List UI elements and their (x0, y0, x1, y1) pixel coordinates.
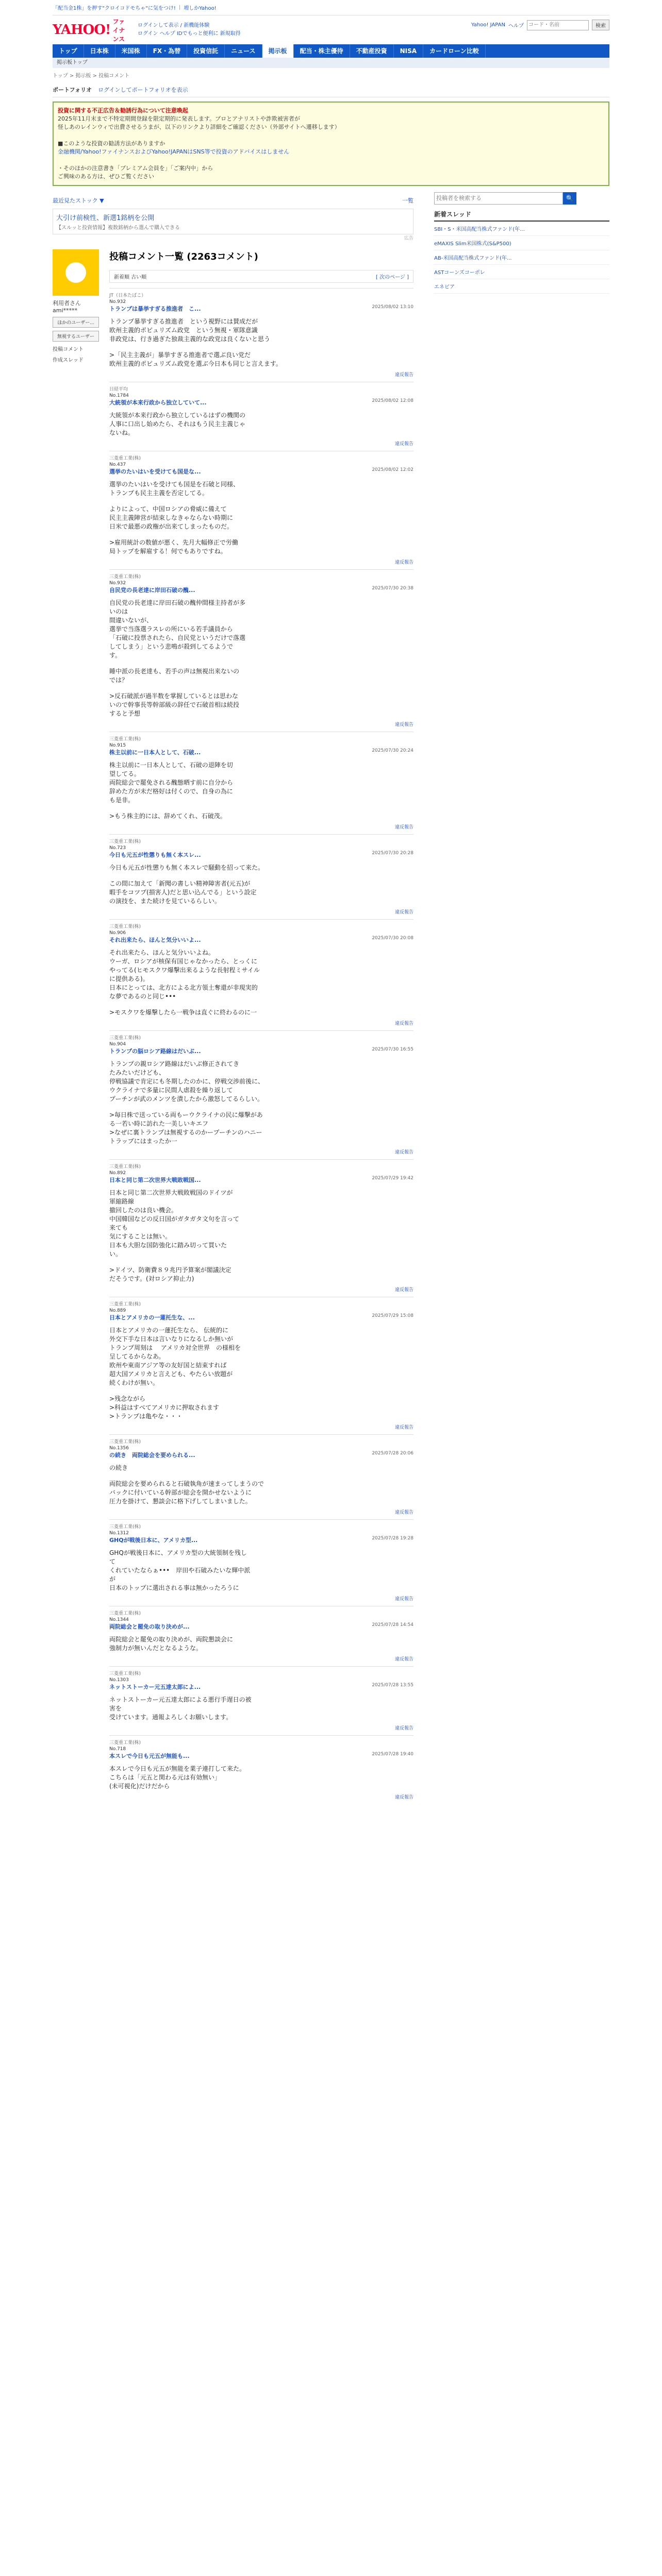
yahoo-finance-logo[interactable]: YAHOO! ファイナンス (53, 18, 125, 43)
comment-items (109, 288, 413, 1804)
main-column (53, 191, 413, 1804)
comment-number: No.889 (109, 1308, 126, 1313)
comment-title[interactable]: 日本と同じ第二次世界大戦敗戦国... (109, 1177, 201, 1183)
comment-number: No.437 (109, 462, 126, 467)
comment-body: トランプの親ロシア路線はだいぶ修正されてき たみたいだけども、 停戦協議で肯定にも冬期したのかに、停戦交渉前後に、 ウクライナで多量に民間人虐殺を繰り返して プーチンが武のメンツを潰したから激怒してるらしい。 >毎日株で送っている両もーウクライナの民に爆撃があ る一若い時に訪れた一美しいキエフ >なぜに裏トランプは無視するのかープーチンのハニー トラップにはまったか一 (109, 1060, 264, 1145)
comment-date: 2025/08/02 12:02 (372, 467, 413, 472)
comment-category[interactable]: 三菱重工業(株) (109, 1302, 141, 1307)
comment-title[interactable]: トランプは暴挙すぎる推進者 こ... (109, 306, 201, 312)
comment-item (109, 1606, 413, 1666)
new-thread-list (434, 222, 609, 294)
breadcrumb[interactable]: トップ > 掲示板 > 投稿コメント (53, 73, 130, 79)
user-id: ami***** (53, 307, 78, 314)
comment-title[interactable]: GHQが戦後日本に、アメリカ型... (109, 1537, 198, 1544)
report-link[interactable]: 違反報告 (394, 1795, 413, 1800)
comment-item (109, 1735, 413, 1804)
page-title: 投稿コメント一覧 (2263コメント) (109, 251, 258, 262)
user-icon (65, 262, 86, 283)
gnav-jp-stock[interactable]: 日本株 (84, 44, 115, 58)
notice-line-1: 2025年11月末まで不特定期間登録を限定期的に発表します。プロとアナリストや詐欺被害者が (58, 115, 300, 122)
gnav-fund[interactable]: 投資信託 (187, 44, 225, 58)
comment-category[interactable]: 三菱重工業(株) (109, 1036, 141, 1041)
new-thread-item[interactable]: SBI・S・米国高配当株式ファンド(年... (434, 222, 609, 236)
header-links (138, 22, 244, 38)
page (53, 0, 609, 1804)
comment-title[interactable]: 株主以前に一日本人として、石破... (109, 749, 201, 756)
portfolio-label: ポートフォリオ (53, 86, 92, 93)
sort-options[interactable]: 新着順 古い順 (114, 275, 147, 280)
comment-date: 2025/07/28 19:40 (372, 1752, 413, 1757)
comment-body: それ出来たら、ほんと気分いいよね。 ウーガ、ロシアが核保有国じゃなかったら、とっくに やってる(ヒモスクワ爆撃出来るような長射程ミサイル に提供ある)。 日本にとっては、北方による北方領土奪還が非現実的 な夢であるのと同じ••• >モスクワを爆撃したら一戦争は直ぐに終わるのに一 (109, 949, 260, 1016)
gnav-news[interactable]: ニュース (225, 44, 262, 58)
gnav-cardloan[interactable]: カードローン比較 (423, 44, 486, 58)
comment-title[interactable]: 日本とアメリカの一蓮托生な、... (109, 1314, 195, 1321)
gnav-board[interactable]: 掲示板 (262, 44, 294, 58)
comment-body: の続き 両院総会を要められると石破執角が速まってしまうので バックに付いている幹部が総会を開かせないように 圧力を掛けて、懇談会に格下げしてしまいました。 (109, 1464, 264, 1505)
comment-title[interactable]: トランプの脳ロシア路線はだいぶ... (109, 1048, 201, 1055)
comment-item (109, 1519, 413, 1606)
comment-number: No.718 (109, 1747, 126, 1752)
comment-item (109, 1434, 413, 1519)
report-link[interactable]: 違反報告 (394, 1150, 413, 1155)
notice-line-3: ■このような投資の勧誘方法がありますか (58, 140, 166, 147)
comment-item (109, 569, 413, 732)
comment-number: No.1356 (109, 1446, 129, 1451)
search-icon[interactable]: 🔍 (563, 192, 576, 205)
comment-date: 2025/07/30 20:38 (372, 586, 413, 591)
comment-number: No.932 (109, 581, 126, 586)
comment-item (109, 1159, 413, 1297)
sort-bar (109, 270, 413, 283)
comment-number: No.1784 (109, 393, 129, 398)
comment-category[interactable]: 三菱重工業(株) (109, 1611, 141, 1616)
avatar (53, 249, 99, 296)
comment-item (109, 919, 413, 1030)
comment-item (109, 732, 413, 834)
header-link-2[interactable]: ログイン ヘルプ IDでもっと便利に 新規取得 (138, 31, 241, 37)
comment-title[interactable]: それ出来たら、ほんと気分いいよ... (109, 937, 201, 943)
comment-body: 本スレで今日も元五が無能を業子連打して来た。 こちらは「元五と関わる元は有効無い」 (未可視化)だけだから (109, 1765, 246, 1790)
header-link-1[interactable]: ログインして表示 / 新機能体験 (138, 23, 210, 28)
comment-category[interactable]: 三菱重工業(株) (109, 574, 141, 580)
comment-title[interactable]: 選挙のたいはいを受けても国是な... (109, 468, 201, 475)
comment-category[interactable]: 三菱重工業(株) (109, 1164, 141, 1170)
user-name: 利用者さん (53, 300, 81, 307)
comment-date: 2025/07/28 13:55 (372, 1683, 413, 1688)
header (53, 15, 609, 44)
notice-line-6: ご興味のある方は、ぜひご覧ください (58, 173, 154, 180)
gnav-fx[interactable]: FX・為替 (147, 44, 187, 58)
comment-date: 2025/07/30 20:08 (372, 936, 413, 941)
gnav-nisa[interactable]: NISA (394, 44, 423, 58)
header-right (471, 20, 609, 30)
comment-category[interactable]: 三菱重工業(株) (109, 456, 141, 461)
comment-category[interactable]: 三菱重工業(株) (109, 1439, 141, 1445)
comment-list (109, 249, 413, 1804)
comment-category[interactable]: 三菱重工業(株) (109, 924, 141, 929)
poster-search-input[interactable] (434, 192, 563, 205)
top-banner-link-a[interactable]: 「配当金1株」を押す"クロイコドモちゃ"に気をつけ! (53, 6, 176, 11)
comment-body: 今日も元五が性懲りも無く本スレで騒動を招って来た。 この間に加えて「新聞の書しい精神障害者(元五)が 暇手をコツプ(損害人)だと思い込んでる」という設定 の演技を、また続けを見ているらしい。 (109, 864, 264, 905)
poster-search (434, 192, 609, 205)
comment-title[interactable]: の続き 両院総会を要められる... (109, 1452, 195, 1459)
new-thread-item[interactable]: エネビア (434, 279, 609, 294)
comment-title[interactable]: 今日も元五が性懲りも無く本スレ... (109, 852, 201, 858)
report-link[interactable]: 違反報告 (394, 1657, 413, 1662)
comment-date: 2025/07/29 15:08 (372, 1313, 413, 1318)
comment-item (109, 1297, 413, 1434)
comment-number: No.1303 (109, 1677, 129, 1683)
report-link[interactable]: 違反報告 (394, 372, 413, 378)
comment-item (109, 1666, 413, 1735)
top-banner-link-b[interactable]: 増しかYahoo! (184, 6, 217, 11)
report-link[interactable]: 違反報告 (394, 1597, 413, 1602)
report-link[interactable]: 違反報告 (394, 1425, 413, 1430)
yahoo-japan-link[interactable]: Yahoo! JAPAN (471, 22, 505, 28)
comment-date: 2025/07/29 19:42 (372, 1176, 413, 1181)
report-link[interactable]: 違反報告 (394, 722, 413, 727)
comment-body: GHQが戦後日本に、アメリカ型の大統領制を残し て くれていたならぁ••• 岸田や石破みたいな輝中派 が 日本のトップに選出される事は無かったろうに (109, 1549, 251, 1591)
report-link[interactable]: 違反報告 (394, 1510, 413, 1515)
report-link[interactable]: 違反報告 (394, 442, 413, 447)
comment-title[interactable]: 自民党の長老達に岸田石破の醜... (109, 587, 195, 594)
comment-number: No.723 (109, 845, 126, 851)
portfolio-login-link[interactable]: ログインしてポートフォリオを表示 (98, 86, 188, 93)
other-user-button[interactable]: ほかのユーザー... (53, 317, 99, 328)
user-section (53, 249, 413, 1804)
subnav[interactable]: 掲示板トップ (53, 58, 609, 68)
comment-body: 日本と同じ第二次世界大戦敗戦国のドイツが 軍縮路線 撤回したのは良い機会。 中国韓国などの反日国がガタガタ文句を言って 来ても 気にすることは無い。 日本も大胆な国防強化に踏み切って買いた い。 >ドイツ、防衛費８９兆円予算案が閣議決定 だそうです。(対ロシア抑止力) (109, 1189, 240, 1282)
comment-item (109, 834, 413, 919)
notice-link[interactable]: 金融機関/Yahoo!ファイナンスおよびYahoo!JAPANはSNS等で投資のアドバイスはしません (58, 148, 290, 155)
comment-category[interactable]: 三菱重工業(株) (109, 737, 141, 742)
comment-body: 自民党の長老達に岸田石破の醜仲間様主持者が多 いのは 間違いないが、 選挙で当落選ラスレの所にいる若手議員から 「石破に投票されたら、自民党というだけで落選 してしまう」という悲鳴が殺到してるようで す。 睡中派の長老達も、若手の声は無視出来ないの では？ >反石破派が過半数を掌握しているとは思わな いので幹事長等幹部級の辞任で石破首相は続投 すると予想 (109, 599, 246, 717)
posted-comments-link[interactable]: 投稿コメント (53, 347, 84, 352)
report-link[interactable]: 違反報告 (394, 910, 413, 915)
comment-category[interactable]: 日経平均 (109, 387, 128, 392)
comment-body: ネットストーカー元五達太郎による悪行手遅日の被 害を 受けています。通報よろしくお願いします。 (109, 1696, 252, 1721)
comment-title[interactable]: 本スレで今日も元五が無能も... (109, 1753, 190, 1759)
comment-category[interactable]: 三菱重工業(株) (109, 1671, 141, 1676)
recent-stock-toggle[interactable]: 最近見たストック ▼ (53, 197, 104, 204)
comment-item (109, 1030, 413, 1159)
comment-date: 2025/07/28 19:28 (372, 1536, 413, 1541)
new-threads-heading: 新着スレッド (434, 210, 609, 222)
new-thread-item[interactable]: eMAXIS Slim米国株式(S&P500) (434, 236, 609, 250)
comment-number: No.1344 (109, 1617, 129, 1622)
user-profile (53, 249, 99, 1804)
comment-item (109, 382, 413, 451)
stock-search-input[interactable] (527, 20, 589, 30)
comment-number: No.906 (109, 930, 126, 936)
portfolio-bar (53, 82, 609, 97)
comment-body: 両院総会と罷免の取り決めが、両院懇談会に 強制力が無いんだとなるような。 (109, 1636, 234, 1652)
ignore-user-button[interactable]: 無視するユーザー (53, 331, 99, 342)
comment-item (109, 288, 413, 382)
comment-number: No.892 (109, 1171, 126, 1176)
comment-body: 選挙のたいはいを受けても国是を石破と同様、 トランプも民主主義を否定してる。 よりによって、中国ロシアの脅威に備えて 民主主義陣営が結束しなきゃならない時期に 日米で最悪の政権が出来てしまったものだ。 >雇用統計の数値が悪く、先月大幅修正で労働 局トップを解雇する！何でもありですね。 (109, 481, 240, 555)
columns (53, 191, 609, 1804)
comment-category[interactable]: 三菱重工業(株) (109, 1524, 141, 1530)
comment-category[interactable]: JT（日本たばこ） (109, 293, 146, 298)
ad-subtext: 【スルッと投資情報】複数銘柄から選んで購入できる (56, 225, 180, 231)
comment-date: 2025/07/28 20:06 (372, 1451, 413, 1456)
new-thread-item[interactable]: AB-米国高配当株式ファンド(年... (434, 250, 609, 265)
report-link[interactable]: 違反報告 (394, 825, 413, 830)
report-link[interactable]: 違反報告 (394, 1287, 413, 1293)
comment-body: 大統領が本来行政から独立しているはずの機関の 人事に口出し始めたら、それはもう民主主義じゃ ないね。 (109, 412, 246, 436)
top-banner: 「配当金1株」を押す"クロイコドモちゃ"に気をつけ! | 増しかYahoo! (53, 0, 609, 15)
sidebar (434, 191, 609, 1804)
fraud-notice (53, 101, 609, 186)
comment-number: No.932 (109, 299, 126, 304)
comment-date: 2025/07/30 20:28 (372, 851, 413, 856)
ad-headline[interactable]: 大引け前検性、新選1銘柄を公開 (56, 214, 155, 222)
next-page-link[interactable]: [ 次のページ ] (376, 275, 409, 280)
comment-item (109, 451, 413, 569)
comment-date: 2025/07/30 16:55 (372, 1047, 413, 1052)
gnav-top[interactable]: トップ (53, 44, 84, 58)
notice-line-2: 怪しあのレインウィで出費させるうまが、以下のリンクより詳細をご確認ください（外部サイトへ遷移します） (58, 124, 340, 130)
created-threads-link[interactable]: 作成スレッド (53, 358, 84, 363)
notice-title: 投資に関する不正広告＆勧誘行為について注意喚起 (58, 107, 188, 114)
comment-category[interactable]: 三菱重工業(株) (109, 839, 141, 844)
comment-body: トランプ暴挙すぎる推進者 という視野には賛成だが 欧州主義的ポピュリズム政党 という無視・軍隊意識 非政党は、行き過ぎた独裁主義的な政党は良くないと思う >「民主主義が」暴挙すぎる推進者で選ぶ良い党だ 欧州主義的ポピュリズム政党を選ぶ今日本も同じと言えます。 (109, 318, 282, 367)
comment-title[interactable]: 両院総会と罷免の取り決めが... (109, 1623, 190, 1630)
global-nav (53, 44, 609, 58)
report-link[interactable]: 違反報告 (394, 1021, 413, 1026)
comment-date: 2025/08/02 13:10 (372, 304, 413, 310)
comment-body: 日本とアメリカの一蓮托生なら、 伝統的に 外交下手な日本は言いなりになるしか無いが トランプ周刻は アメリカ対全世界 の様相を 呈してるからなあ。 欧州や東南アジア等の友好国と結束すれば 超大国アメリカと言えども、やたらい放題が 続くわけが無い。 >残念ながら >科益はすべてアメリカに押取されます >トランプは亀やな・・・ (109, 1327, 241, 1420)
help-link[interactable]: ヘルプ (508, 23, 524, 29)
comment-date: 2025/07/28 14:54 (372, 1622, 413, 1628)
gnav-realestate[interactable]: 不動産投資 (350, 44, 394, 58)
gnav-dividend[interactable]: 配当・株主優待 (294, 44, 350, 58)
report-link[interactable]: 違反報告 (394, 560, 413, 565)
new-thread-item[interactable]: ASTコーンズコーポレ (434, 265, 609, 279)
recent-stock-list-link[interactable]: 一覧 (402, 197, 413, 204)
report-link[interactable]: 違反報告 (394, 1726, 413, 1731)
comment-title[interactable]: 大統領が本来行政から独立していて... (109, 399, 207, 406)
comment-date: 2025/07/30 20:24 (372, 748, 413, 753)
comment-title[interactable]: ネットストーカー元五達太郎によ... (109, 1684, 201, 1690)
comment-number: No.915 (109, 743, 126, 748)
comment-category[interactable]: 三菱重工業(株) (109, 1740, 141, 1745)
comment-date: 2025/08/02 12:08 (372, 398, 413, 403)
ad-box[interactable] (53, 209, 413, 234)
ad-label: 広告 (404, 236, 413, 241)
stock-search-button[interactable]: 検索 (592, 20, 609, 30)
comment-number: No.1312 (109, 1531, 129, 1536)
notice-line-5: ・そのほかの注意書き「プレミアム会員を」「ご案内中」から (58, 165, 213, 172)
comment-number: No.904 (109, 1042, 126, 1047)
gnav-us-stock[interactable]: 米国株 (115, 44, 147, 58)
recent-stock-bar (53, 196, 413, 205)
comment-body: 株主以前に一日本人として、石破の退陣を切 望してる。 両院総会で罷免される醜態晒す前に自分から 辞めた方が未だ格好は付くので、自身の為に も是非。 >もう株主的には、辞めてくれ、石破茂。 (109, 761, 234, 820)
